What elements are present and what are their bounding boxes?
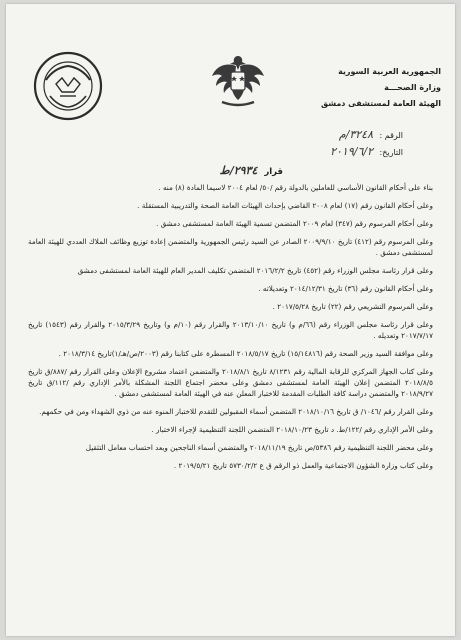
paragraph: بناء على أحكام القانون الأساسي للعاملين بالدولة رقم /٥٠/ لعام ٢٠٠٤ لاسيما المادة (٨) منه . <box>158 183 433 192</box>
reference-number-label: الرقم : <box>379 131 403 140</box>
ministry-name: وزارة الصحـــة <box>384 83 441 92</box>
reference-date-value: ٢٠١٩/٦/٢ <box>330 145 373 158</box>
paragraph: وعلى المرسوم رقم (٤١٢) تاريخ ٢٠٠٩/٩/١٠ الصادر عن السيد رئيس الجمهورية والمتضمن إعادة توزيع وظائف الملاك العددي للهيئة العامة لمستشفى دمشق . <box>28 237 433 257</box>
decision-label: قرار <box>264 167 283 177</box>
syrian-eagle-emblem-icon <box>208 50 268 112</box>
paragraph: وعلى الأمر الإداري رقم /١٢٢/ط. د تاريخ ٢٠١٨/١٠/٢٣ المتضمن اللجنة التنظيمية لإجراء الاختبار . <box>151 425 433 434</box>
paragraph: وعلى أحكام القانون رقم (٣٦) تاريخ ٢٠١٤/١٢/٣١ وتعديلاته . <box>258 284 433 293</box>
country-name: الجمهورية العربية السورية <box>338 67 441 76</box>
paragraph: وعلى قرار رئاسة مجلس الوزراء رقم (٤٥٢) تاريخ ٢٠١٦/٢/٢ المتضمن تكليف المدير العام للهيئة العامة لمستشفى دمشق <box>77 266 433 275</box>
ministry-seal <box>32 50 104 122</box>
paragraph: وعلى كتاب الجهاز المركزي للرقابة المالية رقم ٨/١٢٣١ تاريخ ٢٠١٨/٨/١ والمتضمن اعتماد مشروع الإعلان وعلى القرار رقم /٨٨٧/ق تاريخ ٢٠١٨/٨/٥ المتضمن إعلان الهيئة العامة لمستشفى دمشق وعلى محضر اجتماع اللجنة المشكلة بالأمر الإداري رقم /١١٢/ق تاريخ ٢٠١٨/٩/٢٧ والمتضمن دراسة كافة الطلبات المقدمة للاختبار المعلن عنه في الهيئة العامة لمستشفى دمشق . <box>28 367 433 398</box>
authority-name: الهيئة العامة لمستشفى دمشق <box>320 99 441 108</box>
letterhead <box>291 64 441 112</box>
reference-date-label: التاريخ: <box>379 148 403 157</box>
paragraph: وعلى موافقة السيد وزير الصحة رقم (١٥/١٤٨١٦) تاريخ ٢٠١٨/٥/١٧ المسطرة على كتابنا رقم (٢٠٠٣/ص/هـ/١)تاريخ ٢٠١٨/٣/١٤ . <box>58 349 433 358</box>
paragraph: وعلى القرار رقم /١٠٤٦/ ق تاريخ ٢٠١٨/١٠/١٦ المتضمن أسماء المقبولين للتقدم للاختبار المنوه عنه من ذوي الشهداء ومن في حكمهم. <box>39 407 433 416</box>
paragraph: وعلى كتاب وزارة الشؤون الاجتماعية والعمل ذو الرقم ق ع ٥٧٣٠/٢/٢ تاريخ ٢٠١٩/٥/٢١ . <box>173 461 433 470</box>
decision-title <box>220 164 283 177</box>
paragraph: وعلى المرسوم التشريعي رقم (٢٢) تاريخ ٢٠١٧/٥/٢٨ . <box>272 302 433 311</box>
reference-number <box>339 128 403 141</box>
paragraph: وعلى أحكام القانون رقم (١٧) لعام ٢٠٠٨ القاضي بإحداث الهيئات العامة الصحة والتدريبية المستقلة . <box>137 201 433 210</box>
paragraph: وعلى أحكام المرسوم رقم (٣٤٧) لعام ٢٠٠٩ المتضمن تسمية الهيئة العامة لمستشفى دمشق . <box>156 219 433 228</box>
decision-number: ٢٩٣٤/ط <box>219 164 258 177</box>
reference-number-value: ٣٢٤٨/م <box>338 128 373 141</box>
paragraph: وعلى قرار رئاسة مجلس الوزراء رقم (٦٦/م و) تاريخ ٢٠١٣/١٠/١٠ والقرار رقم (١٠/م و) وتاريخ ٢٠١٥/٣/٢٩ والقرار رقم (١٥٤٣) تاريخ ٢٠١٧/٧/١٧ وتعديله . <box>28 320 434 340</box>
document-page <box>6 4 455 636</box>
decision-body <box>28 182 433 478</box>
paragraph: وعلى محضر اللجنة التنظيمية رقم ٥٣٨٦/ص تاريخ ٢٠١٨/١١/١٩ والمتضمن أسماء الناجحين وبعد احتساب معامل التثقيل <box>85 443 433 452</box>
reference-date <box>330 145 403 158</box>
